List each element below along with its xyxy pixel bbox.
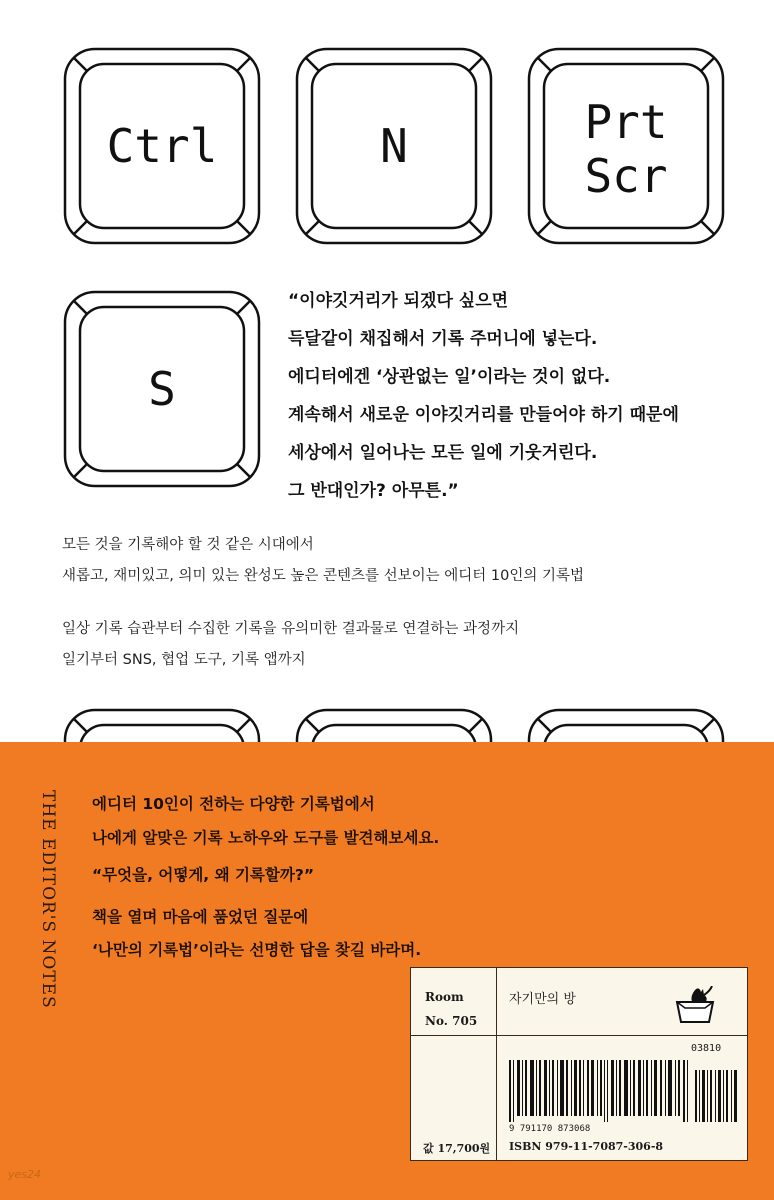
ctrl-key bbox=[63, 47, 261, 245]
quote-line: 득달같이 채집해서 기록 주머니에 넣는다. bbox=[288, 329, 598, 349]
ctrl-key-label: Ctrl bbox=[106, 119, 218, 173]
orange-line-1: 에디터 10인이 전하는 다양한 기록법에서 bbox=[92, 795, 375, 813]
n-key bbox=[295, 47, 493, 245]
quote-line: “이야깃거리가 되겠다 싶으면 bbox=[288, 291, 509, 311]
card-divider-horizontal bbox=[411, 1035, 747, 1036]
publisher-card bbox=[410, 967, 748, 1161]
addon-code: 03810 bbox=[691, 1043, 722, 1054]
description-line: 일기부터 SNS, 협업 도구, 기록 앱까지 bbox=[62, 652, 306, 668]
quote-line: 에디터에겐 ‘상관없는 일’이라는 것이 없다. bbox=[288, 367, 611, 387]
room-label: Room bbox=[425, 990, 464, 1004]
prtscr-key bbox=[527, 47, 725, 245]
description-paragraph-1 bbox=[62, 530, 742, 592]
description-line: 모든 것을 기록해야 할 것 같은 시대에서 bbox=[62, 537, 314, 553]
series-name: 자기만의 방 bbox=[509, 992, 576, 1007]
description-paragraph-2 bbox=[62, 614, 742, 676]
orange-line-4: 책을 열며 마음에 품었던 질문에 bbox=[92, 908, 309, 926]
description-line: 일상 기록 습관부터 수집한 기록을 유의미한 결과물로 연결하는 과정까지 bbox=[62, 621, 520, 637]
s-key-label: S bbox=[148, 362, 176, 416]
orange-line-3: “무엇을, 어떻게, 왜 기록할까?” bbox=[92, 866, 315, 884]
barcode-image bbox=[509, 1060, 739, 1126]
n-key-label: N bbox=[380, 119, 408, 173]
cat-in-box-icon bbox=[673, 986, 717, 1030]
price: 값 17,700원 bbox=[423, 1142, 491, 1155]
quote-line: 세상에서 일어나는 모든 일에 기웃거린다. bbox=[288, 443, 598, 463]
description-line: 새롭고, 재미있고, 의미 있는 완성도 높은 콘텐츠를 선보이는 에디터 10인의 기록법 bbox=[62, 568, 584, 584]
prtscr-key-label-line1: Prt bbox=[584, 95, 668, 149]
quote-block bbox=[288, 282, 758, 510]
barcode-digits: 9 791170 873068 bbox=[509, 1124, 591, 1134]
orange-line-5: ‘나만의 기록법’이라는 선명한 답을 찾길 바라며. bbox=[92, 941, 422, 959]
vertical-title: THE EDITOR'S NOTES bbox=[38, 790, 58, 1009]
quote-line: 계속해서 새로운 이야깃거리를 만들어야 하기 때문에 bbox=[288, 405, 679, 425]
prtscr-key-label-line2: Scr bbox=[584, 149, 668, 203]
s-key bbox=[63, 290, 261, 488]
room-number: No. 705 bbox=[425, 1014, 478, 1028]
quote-line: 그 반대인가? 아무튼.” bbox=[288, 481, 459, 501]
watermark-logo: yes24 bbox=[8, 1168, 42, 1181]
isbn: ISBN 979-11-7087-306-8 bbox=[509, 1140, 664, 1153]
orange-line-2: 나에게 알맞은 기록 노하우와 도구를 발견해보세요. bbox=[92, 829, 440, 847]
card-divider-vertical bbox=[496, 968, 497, 1160]
